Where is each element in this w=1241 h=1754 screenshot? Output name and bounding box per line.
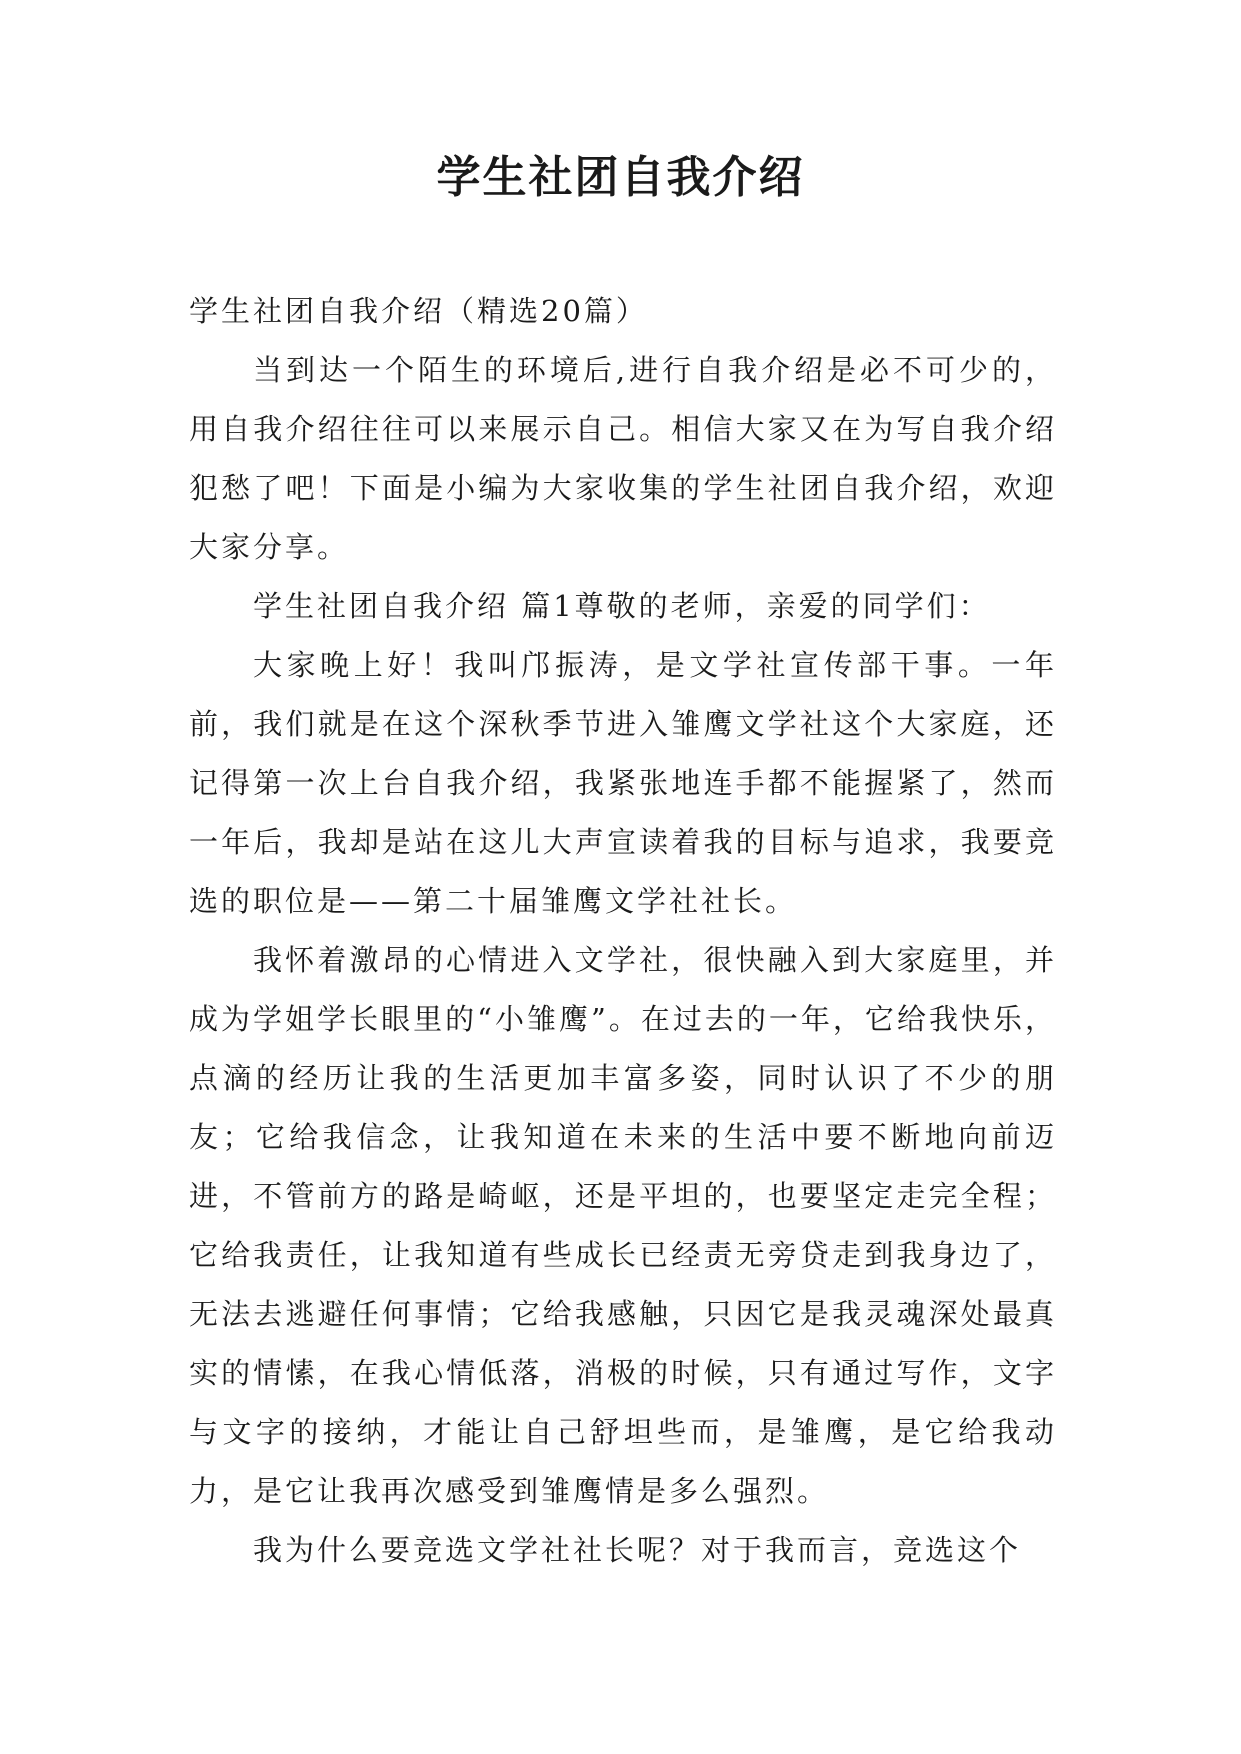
paragraph-subtitle: 学生社团自我介绍（精选20篇） bbox=[189, 294, 648, 328]
paragraph-intro: 当到达一个陌生的环境后,进行自我介绍是必不可少的，用自我介绍往往可以来展示自己。相信大家又在为写自我介绍犯愁了吧！下面是小编为大家收集的学生社团自我介绍，欢迎大家分享。 bbox=[189, 353, 1057, 564]
document-title: 学生社团自我介绍 bbox=[436, 152, 805, 203]
paragraph-self-introduction: 大家晚上好！我叫邝振涛，是文学社宣传部干事。一年前，我们就是在这个深秋季节进入雏鹰文学社这个大家庭，还记得第一次上台自我介绍，我紧张地连手都不能握紧了，然而一年后，我却是站在这儿大声宣读着我的目标与追求，我要竞选的职位是——第二十届雏鹰文学社社长。 bbox=[189, 648, 1057, 918]
document-body bbox=[189, 282, 1057, 1580]
paragraph-section-heading: 学生社团自我介绍 篇1尊敬的老师，亲爱的同学们： bbox=[253, 589, 991, 623]
paragraph-motivation: 我为什么要竞选文学社社长呢？对于我而言，竞选这个 bbox=[253, 1533, 1022, 1567]
paragraph-experience: 我怀着激昂的心情进入文学社，很快融入到大家庭里，并成为学姐学长眼里的“小雏鹰”。在过去的一年，它给我快乐，点滴的经历让我的生活更加丰富多姿，同时认识了不少的朋友；它给我信念，让我知道在未来的生活中要不断地向前迈进，不管前方的路是崎岖，还是平坦的，也要坚定走完全程；它给我责任，让我知道有些成长已经责无旁贷走到我身边了，无法去逃避任何事情；它给我感触，只因它是我灵魂深处最真实的情愫，在我心情低落，消极的时候，只有通过写作，文字与文字的接纳，才能让自己舒坦些而，是雏鹰，是它给我动力，是它让我再次感受到雏鹰情是多么强烈。 bbox=[189, 943, 1057, 1508]
